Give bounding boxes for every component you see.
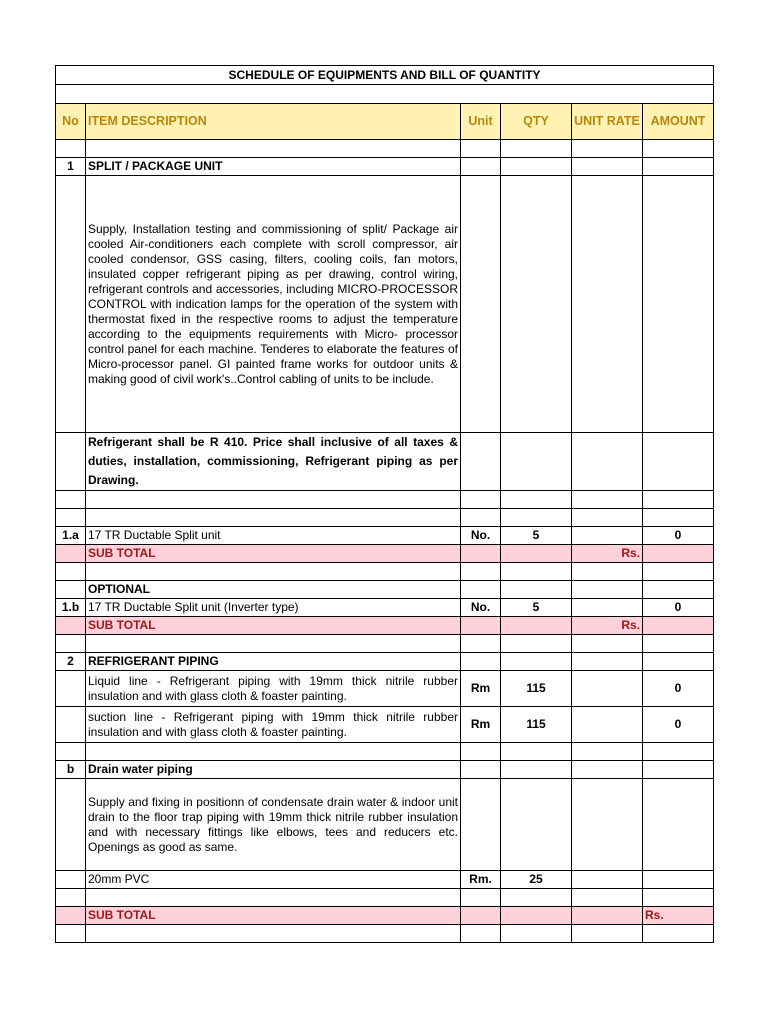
empty-cell [461,635,501,653]
empty-cell [572,509,643,527]
empty-cell [643,925,714,943]
empty-cell [56,779,86,871]
subtotal-label: SUB TOTAL [86,545,461,563]
subtotal-currency: Rs. [572,545,643,563]
description-row [56,176,714,433]
empty-cell [572,599,643,617]
empty-cell [501,158,572,176]
empty-cell [56,176,86,433]
subsection-heading-row [56,761,714,779]
empty-cell [461,653,501,671]
spacer-row [56,140,714,158]
empty-cell [461,176,501,433]
subtotal-row [56,545,714,563]
subtotal-currency: Rs. [572,617,643,635]
empty-cell [56,635,86,653]
section-number: 2 [56,653,86,671]
empty-cell [572,433,643,491]
empty-cell [56,707,86,743]
empty-cell [86,635,461,653]
empty-cell [461,617,501,635]
item-description: Supply, Installation testing and commissioning of split/ Package air cooled Air-conditioners each complete with scroll compressor, air cooled condensor, GSS casing, filters, cooling coils, fan motors, insulated copper refrigerant piping as per drawing, control wiring, refrigerant controls and accessories, including MICRO-PROCESSOR CONTROL with indication lamps for the operation of the system with thermostat fixed in the respective rooms to adjust the temperature according to the equipments requirements with Micro- processor control panel for each machine. Tenderes to elaborate the features of Micro-processor panel. GI painted frame works for outdoor units & making good of civil work's..Control cabling of units to be include. [86,176,461,433]
section-heading: REFRIGERANT PIPING [86,653,461,671]
spacer-row [56,563,714,581]
empty-cell [572,653,643,671]
empty-cell [86,509,461,527]
empty-cell [56,617,86,635]
header-unit: Unit [461,104,501,140]
spacer-row [56,509,714,527]
spacer-row [56,925,714,943]
section-heading-row [56,653,714,671]
item-unit: No. [461,527,501,545]
item-amount: 0 [643,527,714,545]
subsection-heading: Drain water piping [86,761,461,779]
item-number: 1.a [56,527,86,545]
empty-cell [56,563,86,581]
empty-cell [461,491,501,509]
empty-cell [572,779,643,871]
empty-cell [643,635,714,653]
empty-cell [501,653,572,671]
empty-cell [501,433,572,491]
empty-cell [572,743,643,761]
empty-cell [643,761,714,779]
item-description: Liquid line - Refrigerant piping with 19mm thick nitrile rubber insulation and with glass cloth & foaster painting. [86,671,461,707]
item-qty: 5 [501,599,572,617]
item-description: 20mm PVC [86,871,461,889]
empty-cell [501,491,572,509]
empty-cell [461,433,501,491]
table-row [56,599,714,617]
empty-cell [56,140,86,158]
section-heading: SPLIT / PACKAGE UNIT [86,158,461,176]
empty-cell [643,581,714,599]
empty-cell [461,761,501,779]
item-description: 17 TR Ductable Split unit [86,527,461,545]
empty-cell [501,545,572,563]
empty-cell [572,889,643,907]
empty-cell [461,140,501,158]
empty-cell [501,925,572,943]
empty-cell [56,871,86,889]
empty-cell [643,617,714,635]
empty-cell [572,871,643,889]
empty-cell [56,85,714,104]
optional-heading: OPTIONAL [86,581,461,599]
item-unit: Rm. [461,871,501,889]
item-amount: 0 [643,707,714,743]
item-qty: 115 [501,671,572,707]
empty-cell [501,779,572,871]
empty-cell [572,527,643,545]
subtotal-row [56,617,714,635]
empty-cell [572,635,643,653]
empty-cell [461,907,501,925]
empty-cell [56,433,86,491]
empty-cell [501,907,572,925]
empty-cell [501,617,572,635]
subtotal-currency: Rs. [643,907,714,925]
empty-cell [56,889,86,907]
item-description: Refrigerant shall be R 410. Price shall inclusive of all taxes & duties, installation, commissioning, Refrigerant piping as per Drawing. [86,433,461,491]
item-unit: Rm [461,671,501,707]
empty-cell [501,509,572,527]
header-description: ITEM DESCRIPTION [86,104,461,140]
empty-cell [86,889,461,907]
empty-cell [461,509,501,527]
empty-cell [56,509,86,527]
empty-cell [461,925,501,943]
document-title: SCHEDULE OF EQUIPMENTS AND BILL OF QUANTITY [56,66,714,85]
empty-cell [572,925,643,943]
empty-cell [643,433,714,491]
empty-cell [56,925,86,943]
empty-cell [461,743,501,761]
item-qty: 5 [501,527,572,545]
empty-cell [56,491,86,509]
empty-cell [572,158,643,176]
spacer-row [56,491,714,509]
item-unit: No. [461,599,501,617]
item-qty: 115 [501,707,572,743]
empty-cell [643,889,714,907]
subtotal-row [56,907,714,925]
table-row [56,671,714,707]
empty-cell [501,176,572,433]
empty-cell [461,563,501,581]
table-row [56,871,714,889]
empty-cell [501,563,572,581]
empty-cell [643,871,714,889]
empty-cell [501,761,572,779]
empty-cell [572,707,643,743]
empty-cell [643,176,714,433]
empty-cell [461,889,501,907]
empty-cell [86,743,461,761]
spacer-row [56,743,714,761]
empty-cell [572,907,643,925]
empty-cell [501,581,572,599]
empty-cell [501,635,572,653]
empty-cell [643,509,714,527]
description-row [56,779,714,871]
empty-cell [643,491,714,509]
item-description: Supply and fixing in positionn of condensate drain water & indoor unit drain to the floor trap piping with 19mm thick nitrile rubber insulation and with necessary fittings like elbows, tees and reducers etc. Openings as good as same. [86,779,461,871]
empty-cell [56,907,86,925]
optional-heading-row [56,581,714,599]
empty-cell [56,743,86,761]
empty-cell [461,779,501,871]
empty-cell [86,563,461,581]
header-no: No [56,104,86,140]
empty-cell [56,671,86,707]
section-number: 1 [56,158,86,176]
empty-cell [572,563,643,581]
item-unit: Rm [461,707,501,743]
section-heading-row [56,158,714,176]
item-number: 1.b [56,599,86,617]
empty-cell [643,653,714,671]
empty-cell [56,545,86,563]
item-amount: 0 [643,671,714,707]
empty-cell [643,779,714,871]
table-row [56,707,714,743]
header-unit-rate: UNIT RATE [572,104,643,140]
item-amount: 0 [643,599,714,617]
empty-cell [501,140,572,158]
empty-cell [461,158,501,176]
empty-cell [501,743,572,761]
item-description: suction line - Refrigerant piping with 19mm thick nitrile rubber insulation and with glass cloth & foaster painting. [86,707,461,743]
empty-cell [461,545,501,563]
table-row [56,527,714,545]
empty-cell [572,491,643,509]
empty-cell [643,743,714,761]
item-qty: 25 [501,871,572,889]
item-description: 17 TR Ductable Split unit (Inverter type) [86,599,461,617]
empty-cell [643,140,714,158]
subtotal-label: SUB TOTAL [86,907,461,925]
empty-cell [572,671,643,707]
empty-cell [86,140,461,158]
spacer-row [56,85,714,104]
header-qty: QTY [501,104,572,140]
header-amount: AMOUNT [643,104,714,140]
empty-cell [643,158,714,176]
empty-cell [461,581,501,599]
empty-cell [86,925,461,943]
description-row [56,433,714,491]
empty-cell [501,889,572,907]
column-header-row [56,104,714,140]
bill-of-quantity-table [55,65,714,943]
empty-cell [56,581,86,599]
spacer-row [56,889,714,907]
empty-cell [572,761,643,779]
subtotal-label: SUB TOTAL [86,617,461,635]
spacer-row [56,635,714,653]
empty-cell [572,176,643,433]
empty-cell [572,140,643,158]
empty-cell [572,581,643,599]
empty-cell [86,491,461,509]
subsection-number: b [56,761,86,779]
empty-cell [643,545,714,563]
empty-cell [643,563,714,581]
